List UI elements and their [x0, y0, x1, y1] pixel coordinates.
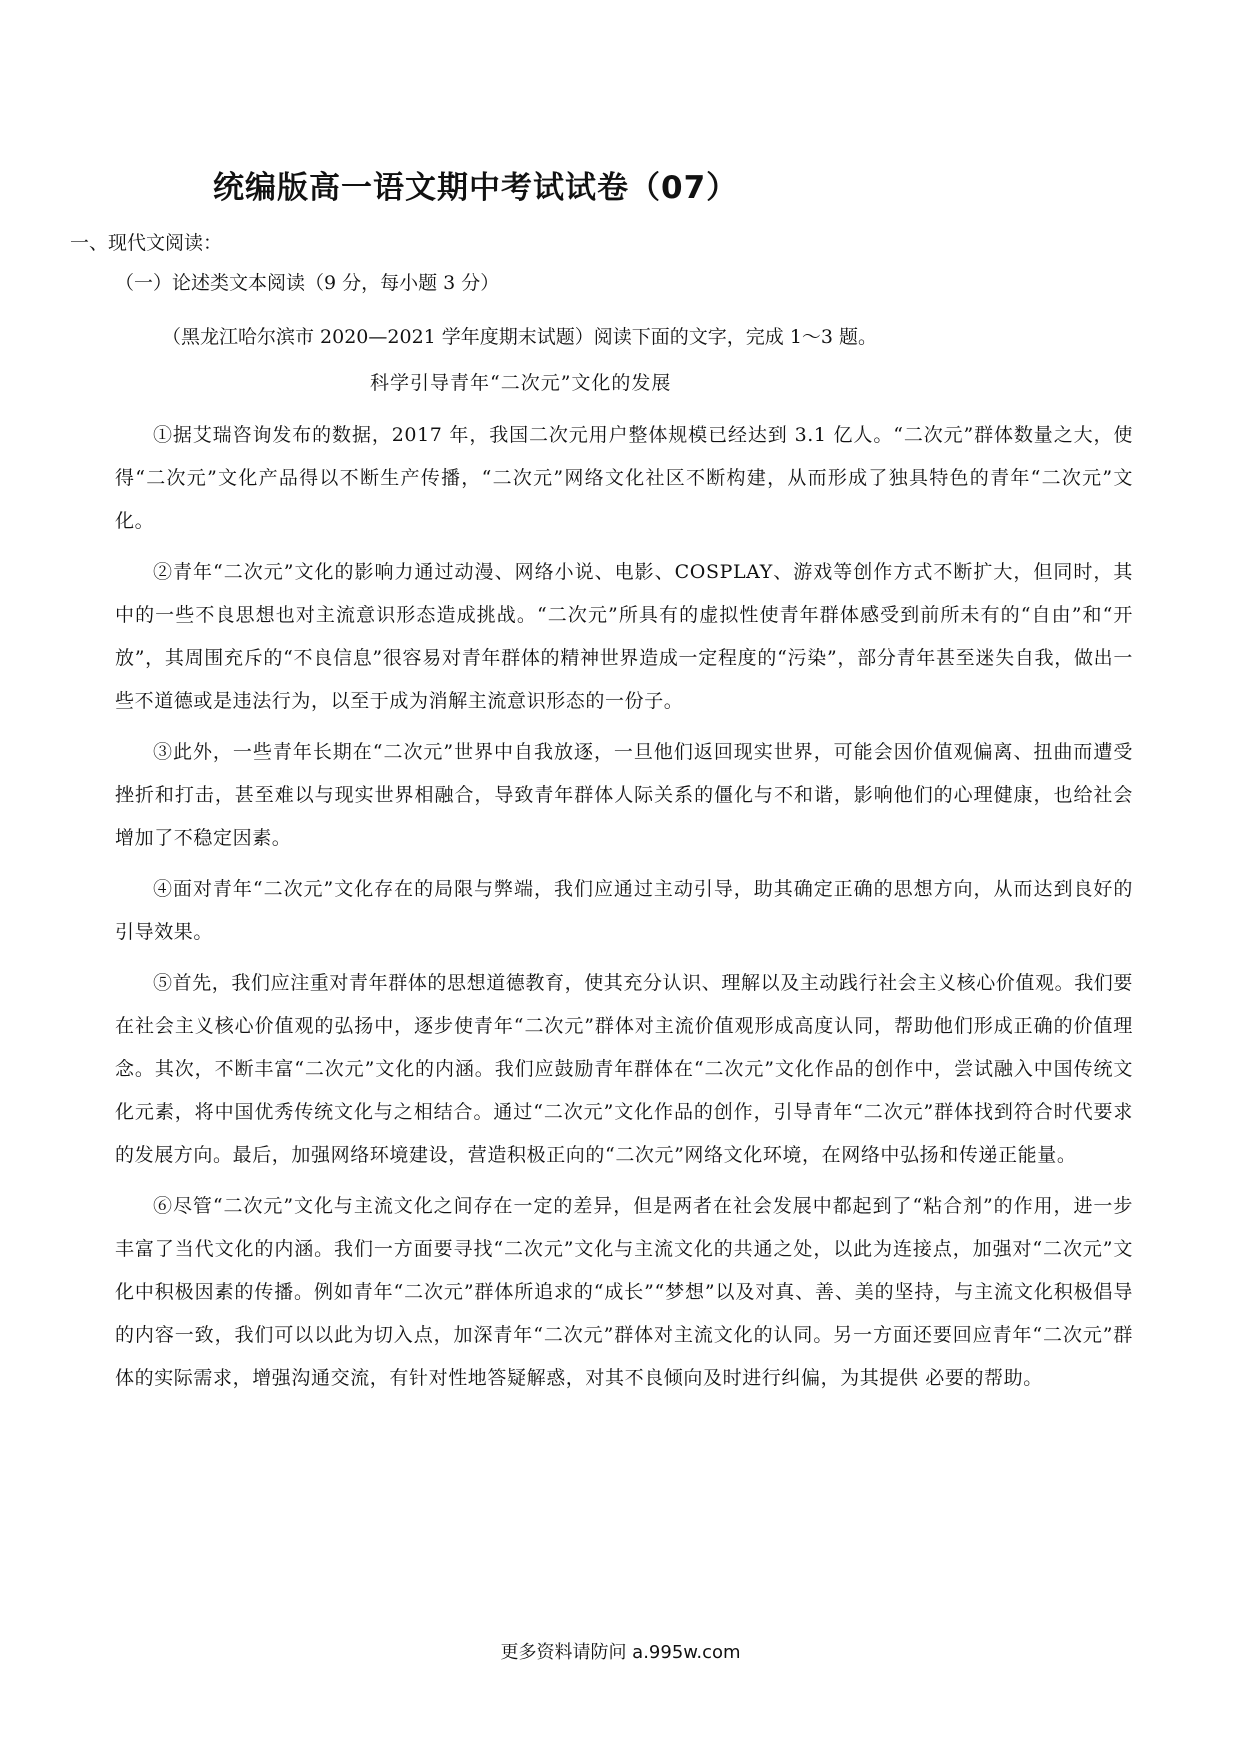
article-paragraph-4: ④面对青年“二次元”文化存在的局限与弊端，我们应通过主动引导，助其确定正确的思想方向，从而达到良好的引导效果。: [115, 878, 1133, 943]
article-paragraph-6: ⑥尽管“二次元”文化与主流文化之间存在一定的差异，但是两者在社会发展中都起到了“粘合剂”的作用，进一步丰富了当代文化的内涵。我们一方面要寻找“二次元”文化与主流文化的共通之处，以此为连接点，加强对“二次元”文化中积极因素的传播。例如青年“二次元”群体所追求的“成长”“梦想”以及对真、善、美的坚持，与主流文化积极倡导的内容一致，我们可以以此为切入点，加深青年“二次元”群体对主流文化的认同。另一方面还要回应青年“二次元”群体的实际需求，增强沟通交流，有针对性地答疑解惑，对其不良倾向及时进行纠偏，为其提供 必要的帮助。: [115, 1195, 1133, 1389]
article-paragraph-3: ③此外，一些青年长期在“二次元”世界中自我放逐，一旦他们返回现实世界，可能会因价值观偏离、扭曲而遭受挫折和打击，甚至难以与现实世界相融合，导致青年群体人际关系的僵化与不和谐，影响他们的心理健康，也给社会增加了不稳定因素。: [115, 741, 1133, 849]
reading-instruction: （黑龙江哈尔滨市 2020—2021 学年度期末试题）阅读下面的文字，完成 1～3 题。: [162, 326, 878, 348]
article-body: [115, 414, 1133, 1408]
article-title: 科学引导青年“二次元”文化的发展: [370, 372, 672, 394]
article-paragraph-1: ①据艾瑞咨询发布的数据，2017 年，我国二次元用户整体规模已经达到 3.1 亿人。“二次元”群体数量之大，使得“二次元”文化产品得以不断生产传播，“二次元”网络文化社区不断构建，从而形成了独具特色的青年“二次元”文化。: [115, 424, 1133, 532]
section-heading: 一、现代文阅读：: [70, 232, 223, 254]
article-paragraph-5: ⑤首先，我们应注重对青年群体的思想道德教育，使其充分认识、理解以及主动践行社会主义核心价值观。我们要在社会主义核心价值观的弘扬中，逐步使青年“二次元”群体对主流价值观形成高度认同，帮助他们形成正确的价值理念。其次，不断丰富“二次元”文化的内涵。我们应鼓励青年群体在“二次元”文化作品的创作中，尝试融入中国传统文化元素，将中国优秀传统文化与之相结合。通过“二次元”文化作品的创作，引导青年“二次元”群体找到符合时代要求的发展方向。最后，加强网络环境建设，营造积极正向的“二次元”网络文化环境，在网络中弘扬和传递正能量。: [115, 972, 1134, 1166]
subsection-heading: （一）论述类文本阅读（9 分，每小题 3 分）: [115, 272, 500, 294]
page-title: 统编版高一语文期中考试试卷（07）: [213, 170, 739, 206]
footer-note: 更多资料请防问 a.995w.com: [500, 1642, 741, 1663]
article-paragraph-2: ②青年“二次元”文化的影响力通过动漫、网络小说、电影、COSPLAY、游戏等创作方式不断扩大，但同时，其中的一些不良思想也对主流意识形态造成挑战。“二次元”所具有的虚拟性使青年群体感受到前所未有的“自由”和“开放”，其周围充斥的“不良信息”很容易对青年群体的精神世界造成一定程度的“污染”，部分青年甚至迷失自我，做出一些不道德或是违法行为，以至于成为消解主流意识形态的一份子。: [115, 561, 1133, 712]
